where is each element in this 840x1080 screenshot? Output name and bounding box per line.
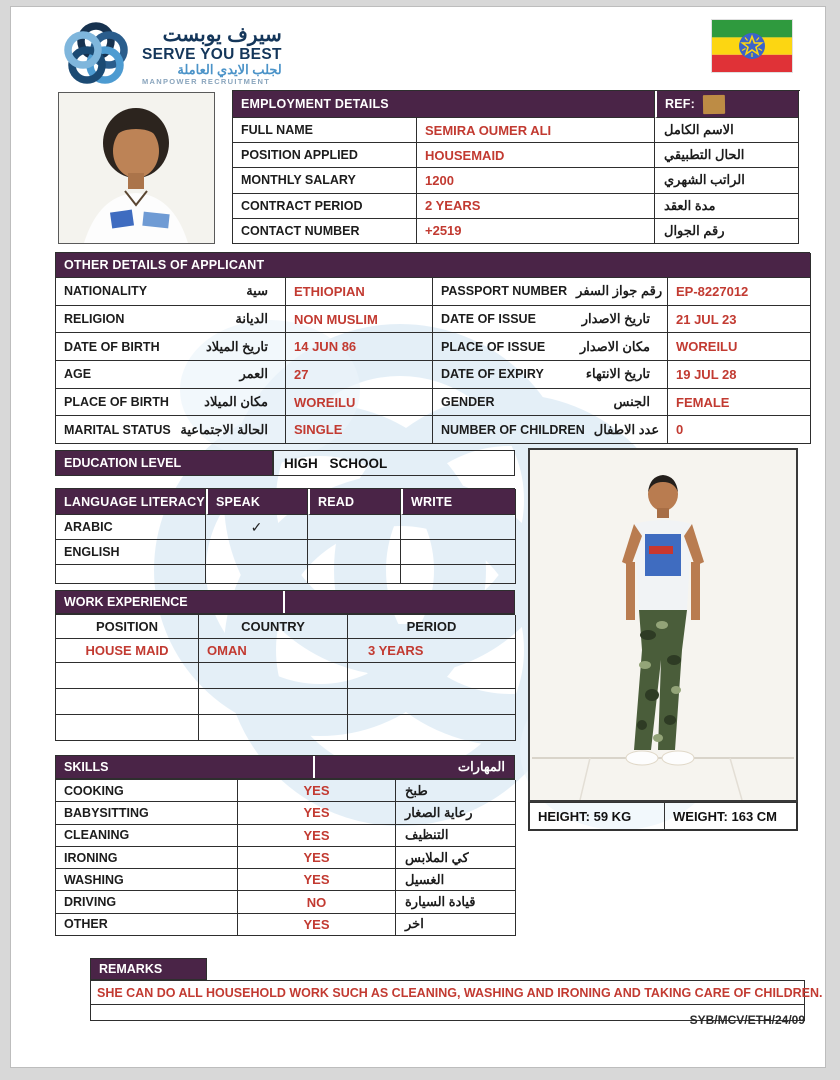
- skill-value: YES: [238, 847, 396, 869]
- field-label: FULL NAME: [233, 118, 417, 143]
- portrait-illustration: [59, 93, 214, 243]
- skill-arabic: رعاية الصغار: [396, 802, 516, 824]
- field-label: RELIGION الديانة: [56, 306, 286, 334]
- skill-arabic: قيادة السيارة: [396, 891, 516, 913]
- position-cell: [56, 663, 199, 689]
- field-value: 1200: [417, 168, 655, 193]
- field-value: +2519: [417, 219, 655, 244]
- other-details-title: OTHER DETAILS OF APPLICANT: [56, 253, 811, 278]
- other-details-table: [55, 252, 810, 444]
- skill-arabic: اخر: [396, 914, 516, 936]
- field-value: ETHIOPIAN: [286, 278, 433, 306]
- education-level-header: EDUCATION LEVEL: [55, 450, 273, 476]
- field-value: HOUSEMAID: [417, 143, 655, 168]
- period-header: PERIOD: [348, 615, 516, 639]
- field-label: DATE OF ISSUE تاريخ الاصدار: [433, 306, 668, 334]
- language-name: ENGLISH: [56, 540, 206, 565]
- period-cell: [348, 715, 516, 741]
- language-name: ARABIC: [56, 515, 206, 540]
- field-label-arabic: الحال التطبيقي: [655, 143, 799, 168]
- speak-checkmark: ✓: [206, 515, 308, 540]
- brand-name-arabic: سيرف يوبست: [162, 23, 282, 46]
- speak-cell: [206, 565, 308, 584]
- brand-logo: [60, 16, 310, 94]
- field-label: GENDER الجنس: [433, 389, 668, 417]
- employment-title: EMPLOYMENT DETAILS: [233, 91, 655, 118]
- field-value: SEMIRA OUMER ALI: [417, 118, 655, 143]
- field-value: WOREILU: [286, 389, 433, 417]
- skill-arabic: طبخ: [396, 780, 516, 802]
- field-value: SINGLE: [286, 416, 433, 444]
- brand-name-english: SERVE YOU BEST: [142, 46, 282, 64]
- fullbody-illustration: [530, 450, 796, 800]
- read-cell: [308, 540, 401, 565]
- field-value: 14 JUN 86: [286, 333, 433, 361]
- field-value: EP-8227012: [668, 278, 811, 306]
- field-label: PASSPORT NUMBER رقم جواز السفر: [433, 278, 668, 306]
- field-label: AGE العمر: [56, 361, 286, 389]
- country-cell: OMAN: [199, 639, 348, 663]
- remarks-header: REMARKS: [90, 958, 207, 980]
- logo-knot-icon: [60, 19, 132, 91]
- skill-value: YES: [238, 825, 396, 847]
- field-value: NON MUSLIM: [286, 306, 433, 334]
- ref-redaction-box: [703, 94, 725, 113]
- field-label: CONTRACT PERIOD: [233, 194, 417, 219]
- position-cell: HOUSE MAID: [56, 639, 199, 663]
- ethiopia-flag: [712, 20, 792, 72]
- physical-stats: [528, 802, 798, 831]
- field-label: MONTHLY SALARY: [233, 168, 417, 193]
- field-label: NUMBER OF CHILDREN عدد الاطفال: [433, 416, 668, 444]
- country-header: COUNTRY: [199, 615, 348, 639]
- field-value: 19 JUL 28: [668, 361, 811, 389]
- field-value: FEMALE: [668, 389, 811, 417]
- skills-header: SKILLS المهارات: [55, 755, 515, 779]
- speak-cell: [206, 540, 308, 565]
- skill-name: COOKING: [56, 780, 238, 802]
- document-reference: SYB/MCV/ETH/24/09: [689, 1013, 805, 1027]
- country-cell: [199, 663, 348, 689]
- skill-arabic: كي الملابس: [396, 847, 516, 869]
- speak-header: SPEAK: [206, 489, 308, 515]
- skill-name: OTHER: [56, 914, 238, 936]
- write-cell: [401, 515, 516, 540]
- language-literacy-title: LANGUAGE LITERACY: [56, 489, 206, 515]
- field-value: 21 JUL 23: [668, 306, 811, 334]
- skill-arabic: التنظيف: [396, 825, 516, 847]
- skill-name: CLEANING: [56, 825, 238, 847]
- remarks-text: SHE CAN DO ALL HOUSEHOLD WORK SUCH AS CLEANING, WASHING AND IRONING AND TAKING CARE OF CHILDREN.: [90, 980, 805, 1005]
- position-cell: [56, 689, 199, 715]
- field-label: MARITAL STATUS الحالة الاجتماعية: [56, 416, 286, 444]
- ref-field: [655, 91, 799, 118]
- skill-value: YES: [238, 780, 396, 802]
- country-cell: [199, 689, 348, 715]
- field-label: PLACE OF BIRTH مكان الميلاد: [56, 389, 286, 417]
- field-value: 0: [668, 416, 811, 444]
- field-label: DATE OF BIRTH تاريخ الميلاد: [56, 333, 286, 361]
- period-cell: [348, 663, 516, 689]
- field-label-arabic: الاسم الكامل: [655, 118, 799, 143]
- brand-tagline-arabic: لجلب الايدي العاملة: [177, 62, 282, 78]
- skill-value: YES: [238, 914, 396, 936]
- skill-name: DRIVING: [56, 891, 238, 913]
- read-cell: [308, 515, 401, 540]
- field-label-arabic: رقم الجوال: [655, 219, 799, 244]
- field-label: POSITION APPLIED: [233, 143, 417, 168]
- period-cell: 3 YEARS: [348, 639, 516, 663]
- field-value: 27: [286, 361, 433, 389]
- employment-table: [232, 90, 800, 244]
- applicant-fullbody-photo: [528, 448, 798, 802]
- read-cell: [308, 565, 401, 584]
- weight-value: WEIGHT: 163 CM: [673, 808, 778, 824]
- field-label-arabic: الراتب الشهري: [655, 168, 799, 193]
- skill-value: YES: [238, 802, 396, 824]
- header-divider: [283, 591, 285, 613]
- education-level-value: HIGH SCHOOL: [273, 450, 515, 476]
- period-cell: [348, 689, 516, 715]
- field-label: DATE OF EXPIRY تاريخ الانتهاء: [433, 361, 668, 389]
- height-value: HEIGHT: 59 KG: [530, 803, 665, 829]
- applicant-portrait-photo: [58, 92, 215, 244]
- field-label: CONTACT NUMBER: [233, 219, 417, 244]
- language-literacy-table: [55, 488, 515, 584]
- work-experience-header: WORK EXPERIENCE: [55, 590, 515, 614]
- field-label-arabic: مدة العقد: [655, 194, 799, 219]
- field-label: PLACE OF ISSUE مكان الاصدار: [433, 333, 668, 361]
- skill-name: IRONING: [56, 847, 238, 869]
- read-header: READ: [308, 489, 401, 515]
- position-cell: [56, 715, 199, 741]
- write-cell: [401, 540, 516, 565]
- skill-name: WASHING: [56, 869, 238, 891]
- skill-name: BABYSITTING: [56, 802, 238, 824]
- ref-label: REF:: [665, 97, 695, 111]
- skill-arabic: الغسيل: [396, 869, 516, 891]
- country-cell: [199, 715, 348, 741]
- work-experience-table: [55, 614, 515, 741]
- field-label: NATIONALITY سية: [56, 278, 286, 306]
- write-header: WRITE: [401, 489, 516, 515]
- header-divider: [313, 756, 315, 778]
- field-value: WOREILU: [668, 333, 811, 361]
- skills-header-arabic: المهارات: [457, 759, 505, 774]
- field-value: 2 YEARS: [417, 194, 655, 219]
- skills-table: [55, 779, 515, 936]
- skill-value: YES: [238, 869, 396, 891]
- position-header: POSITION: [56, 615, 199, 639]
- brand-tagline-english: MANPOWER RECRUITMENT: [142, 76, 271, 86]
- write-cell: [401, 565, 516, 584]
- skill-value: NO: [238, 891, 396, 913]
- language-name: [56, 565, 206, 584]
